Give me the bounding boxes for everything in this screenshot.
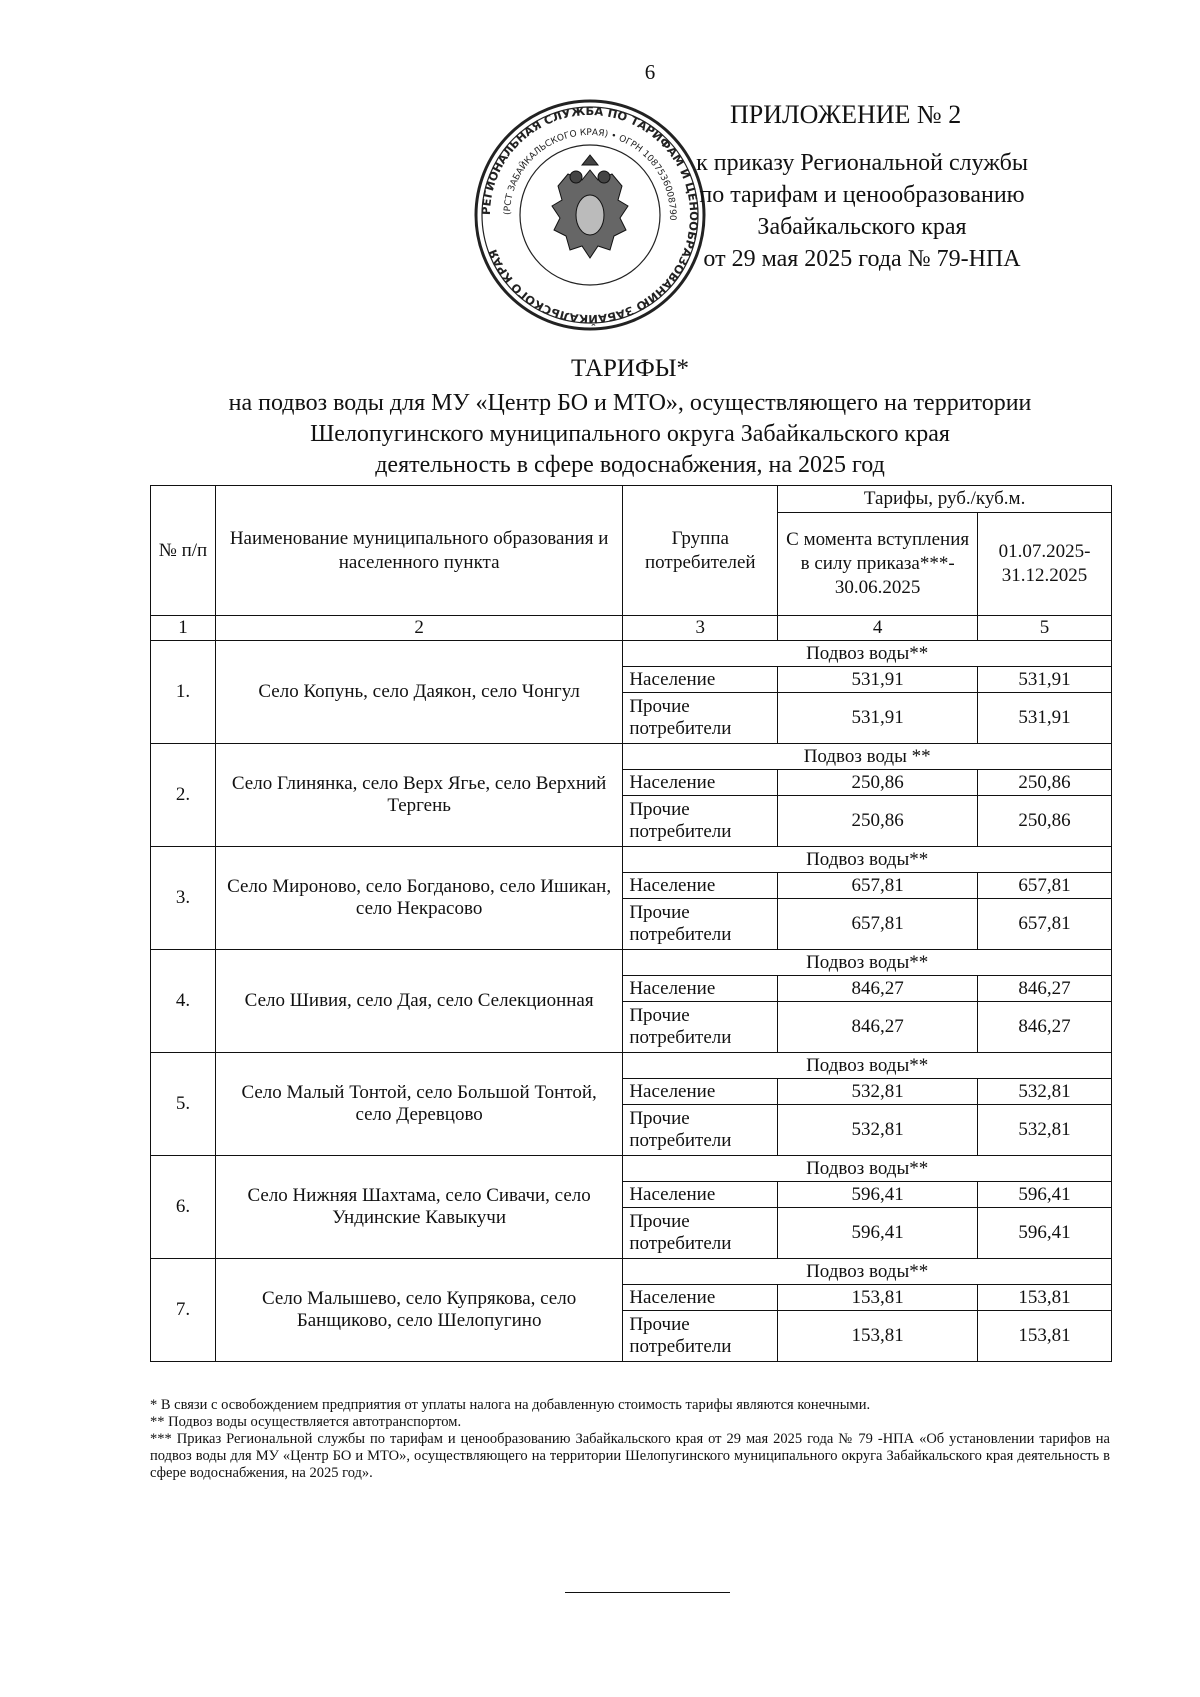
tariff-value: 846,27 — [978, 1002, 1112, 1053]
row-number: 2. — [151, 744, 216, 847]
group-label: Прочие потребители — [623, 1311, 778, 1362]
group-label: Прочие потребители — [623, 1208, 778, 1259]
tariff-value: 531,91 — [978, 693, 1112, 744]
tariff-value: 596,41 — [778, 1182, 978, 1208]
group-label: Прочие потребители — [623, 796, 778, 847]
service-label: Подвоз воды ** — [623, 744, 1112, 770]
tariff-value: 596,41 — [978, 1182, 1112, 1208]
tariff-value: 596,41 — [778, 1208, 978, 1259]
header-period-1: С момента вступления в силу приказа***- 30.06.2025 — [778, 513, 978, 616]
group-label: Население — [623, 873, 778, 899]
tariff-value: 153,81 — [978, 1311, 1112, 1362]
index-cell: 4 — [778, 616, 978, 641]
row-number: 3. — [151, 847, 216, 950]
table-row — [151, 744, 1112, 770]
service-label: Подвоз воды** — [623, 847, 1112, 873]
index-cell: 5 — [978, 616, 1112, 641]
group-label: Прочие потребители — [623, 693, 778, 744]
table-row — [151, 1156, 1112, 1182]
appendix-line-3: Забайкальского края — [757, 214, 967, 240]
appendix-title: ПРИЛОЖЕНИЕ № 2 — [730, 100, 962, 129]
row-name: Село Шивия, село Дая, село Селекционная — [215, 950, 622, 1053]
tariff-value: 657,81 — [778, 873, 978, 899]
service-label: Подвоз воды** — [623, 950, 1112, 976]
row-name: Село Копунь, село Даякон, село Чонгул — [215, 641, 622, 744]
group-label: Население — [623, 1182, 778, 1208]
tariff-value: 532,81 — [778, 1105, 978, 1156]
group-label: Население — [623, 1079, 778, 1105]
tariff-value: 596,41 — [978, 1208, 1112, 1259]
appendix-line-2: по тарифам и ценообразованию — [699, 182, 1025, 208]
header-tariffs: Тарифы, руб./куб.м. — [778, 486, 1112, 513]
footnote-1: * В связи с освобождением предприятия от уплаты налога на добавленную стоимость тарифы являются конечными. — [150, 1397, 871, 1413]
bottom-divider — [565, 1592, 730, 1593]
tariff-value: 657,81 — [978, 899, 1112, 950]
group-label: Население — [623, 976, 778, 1002]
heading-line-3: деятельность в сфере водоснабжения, на 2025 год — [375, 452, 885, 478]
header-period-2-start: 01.07.2025- — [998, 541, 1091, 562]
tariff-value: 657,81 — [978, 873, 1112, 899]
tariff-value: 846,27 — [778, 1002, 978, 1053]
row-number: 7. — [151, 1259, 216, 1362]
appendix-line-4: от 29 мая 2025 года № 79-НПА — [703, 246, 1021, 272]
document-title: ТАРИФЫ* — [570, 355, 690, 382]
header-num: № п/п — [151, 486, 216, 616]
tariff-value: 846,27 — [778, 976, 978, 1002]
footnote-2: ** Подвоз воды осуществляется автотранспортом. — [150, 1414, 462, 1430]
service-label: Подвоз воды** — [623, 1259, 1112, 1285]
tariff-value: 531,91 — [978, 667, 1112, 693]
table-row — [151, 847, 1112, 873]
tariff-value: 657,81 — [778, 899, 978, 950]
tariff-value: 846,27 — [978, 976, 1112, 1002]
heading-line-2: Шелопугинского муниципального округа Забайкальского края — [310, 421, 950, 447]
index-cell: 3 — [623, 616, 778, 641]
tariff-value: 532,81 — [778, 1079, 978, 1105]
appendix-line-1: к приказу Региональной службы — [696, 150, 1028, 176]
service-label: Подвоз воды** — [623, 1156, 1112, 1182]
tariffs-table — [150, 485, 1112, 1362]
group-label: Население — [623, 667, 778, 693]
tariff-value: 153,81 — [778, 1285, 978, 1311]
tariff-value: 153,81 — [978, 1285, 1112, 1311]
page-number: 6 — [644, 60, 656, 84]
tariff-value: 250,86 — [778, 770, 978, 796]
table-row — [151, 1053, 1112, 1079]
table-row — [151, 641, 1112, 667]
row-name: Село Глинянка, село Верх Ягье, село Верхний Тергень — [215, 744, 622, 847]
group-label: Население — [623, 770, 778, 796]
table-row — [151, 950, 1112, 976]
tariff-value: 532,81 — [978, 1079, 1112, 1105]
footnote-3: *** Приказ Региональной службы по тарифам и ценообразованию Забайкальского края от 29 мая 2025 года № 79 -НПА «Об установлении тарифов на подвоз воды для МУ «Центр БО и МТО», осуществляющего на территории Шелопугинского муниципального округа Забайкальского края деятельность в сфере водоснабжения, на 2025 год». — [150, 1431, 1110, 1481]
heading-line-1: на подвоз воды для МУ «Центр БО и МТО», осуществляющего на территории — [228, 390, 1032, 416]
row-name: Село Малышево, село Купрякова, село Банщиково, село Шелопугино — [215, 1259, 622, 1362]
tariff-value: 531,91 — [778, 693, 978, 744]
header-period-2 — [978, 513, 1112, 616]
seal-inner-text: (РСТ ЗАБАЙКАЛЬСКОГО КРАЯ) • ОГРН 1087536008790 — [502, 127, 678, 221]
row-name: Село Нижняя Шахтама, село Сивачи, село Ундинские Кавыкучи — [215, 1156, 622, 1259]
tariff-value: 250,86 — [978, 770, 1112, 796]
row-name: Село Малый Тонтой, село Большой Тонтой, село Деревцово — [215, 1053, 622, 1156]
footnotes — [150, 1397, 1110, 1482]
row-number: 6. — [151, 1156, 216, 1259]
group-label: Прочие потребители — [623, 1002, 778, 1053]
coat-of-arms-icon — [552, 155, 628, 258]
index-cell: 1 — [151, 616, 216, 641]
group-label: Прочие потребители — [623, 899, 778, 950]
tariff-value: 153,81 — [778, 1311, 978, 1362]
header-period-2-end: 31.12.2025 — [1001, 565, 1088, 586]
service-label: Подвоз воды** — [623, 641, 1112, 667]
index-row — [151, 616, 1112, 641]
group-label: Прочие потребители — [623, 1105, 778, 1156]
tariff-value: 250,86 — [978, 796, 1112, 847]
row-name: Село Мироново, село Богданово, село Ишикан, село Некрасово — [215, 847, 622, 950]
row-number: 4. — [151, 950, 216, 1053]
row-number: 1. — [151, 641, 216, 744]
tariff-value: 532,81 — [978, 1105, 1112, 1156]
group-label: Население — [623, 1285, 778, 1311]
service-label: Подвоз воды** — [623, 1053, 1112, 1079]
table-body — [151, 641, 1112, 1362]
tariff-value: 531,91 — [778, 667, 978, 693]
row-number: 5. — [151, 1053, 216, 1156]
seal-outer-text: РЕГИОНАЛЬНАЯ СЛУЖБА ПО ТАРИФАМ И ЦЕНООБРАЗОВАНИЮ ЗАБАЙКАЛЬСКОГО КРАЯ — [478, 103, 702, 327]
tariff-value: 250,86 — [778, 796, 978, 847]
index-cell: 2 — [215, 616, 622, 641]
table-row — [151, 1259, 1112, 1285]
header-name: Наименование муниципального образования и населенного пункта — [215, 486, 622, 616]
header-group: Группа потребителей — [623, 486, 778, 616]
